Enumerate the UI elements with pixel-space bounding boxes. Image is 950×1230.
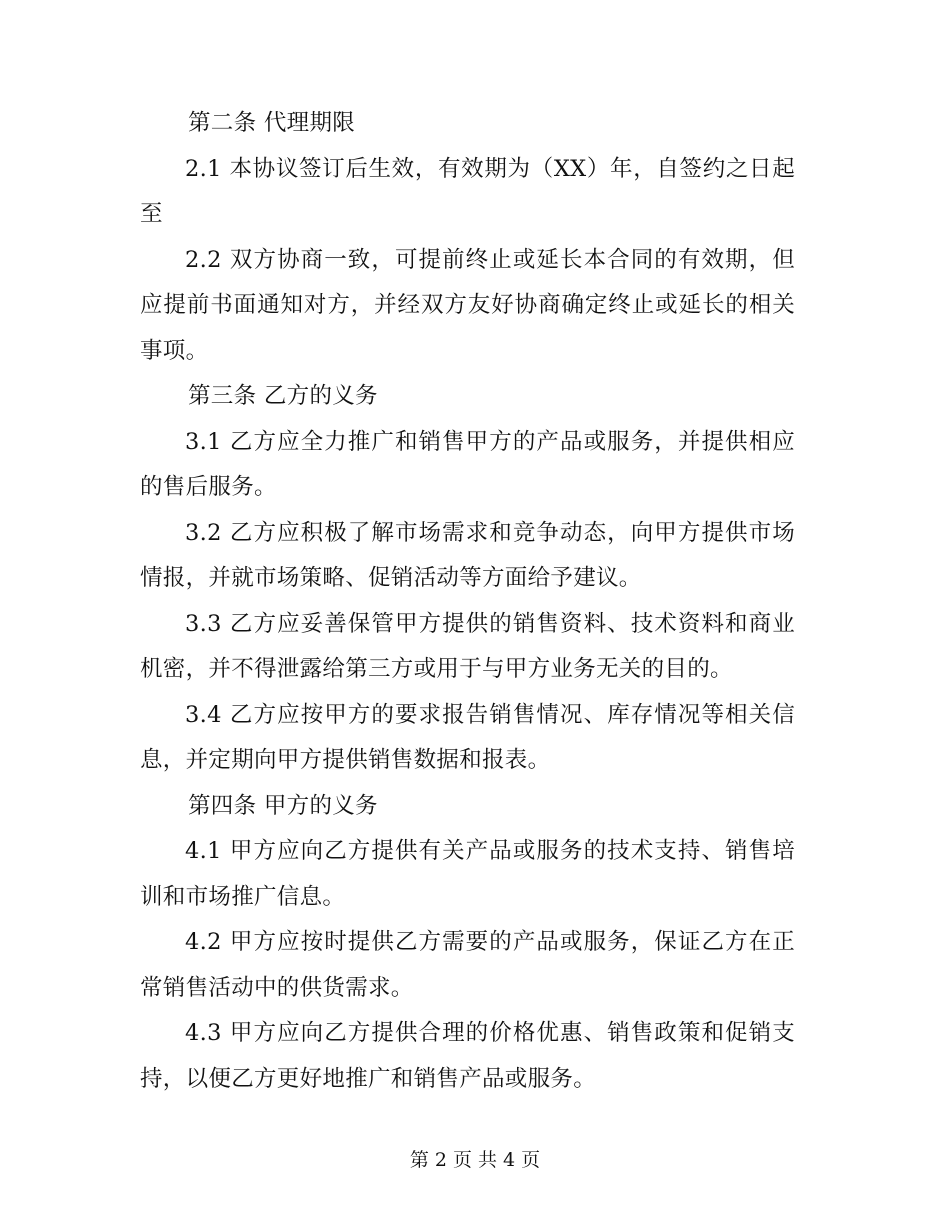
document-body xyxy=(140,101,795,1102)
article-4-heading: 第四条 甲方的义务 xyxy=(188,792,378,819)
clause-2-2: 2.2 双方协商一致，可提前终止或延长本合同的有效期，但应提前书面通知对方，并经双方友好协商确定终止或延长的相关事项。 xyxy=(140,246,795,364)
article-3-heading: 第三条 乙方的义务 xyxy=(188,383,378,409)
clause-3-2: 3.2 乙方应积极了解市场需求和竞争动态，向甲方提供市场情报，并就市场策略、促销活动等方面给予建议。 xyxy=(140,519,795,591)
article-2-heading: 第二条 代理期限 xyxy=(188,110,356,136)
clause-4-1: 4.1 甲方应向乙方提供有关产品或服务的技术支持、销售培训和市场推广信息。 xyxy=(140,838,795,910)
clause-2-1: 2.1 本协议签订后生效，有效期为（XX）年，自签约之日起至 xyxy=(140,155,795,227)
clause-4-2: 4.2 甲方应按时提供乙方需要的产品或服务，保证乙方在正常销售活动中的供货需求。 xyxy=(140,929,795,1001)
clause-3-4: 3.4 乙方应按甲方的要求报告销售情况、库存情况等相关信息，并定期向甲方提供销售数据和报表。 xyxy=(140,701,795,773)
clause-4-3: 4.3 甲方应向乙方提供合理的价格优惠、销售政策和促销支持，以便乙方更好地推广和销售产品或服务。 xyxy=(140,1020,795,1092)
clause-3-1: 3.1 乙方应全力推广和销售甲方的产品或服务，并提供相应的售后服务。 xyxy=(140,428,795,500)
clause-3-3: 3.3 乙方应妥善保管甲方提供的销售资料、技术资料和商业机密，并不得泄露给第三方或用于与甲方业务无关的目的。 xyxy=(140,610,795,682)
page-number-footer: 第 2 页 共 4 页 xyxy=(409,1149,541,1171)
